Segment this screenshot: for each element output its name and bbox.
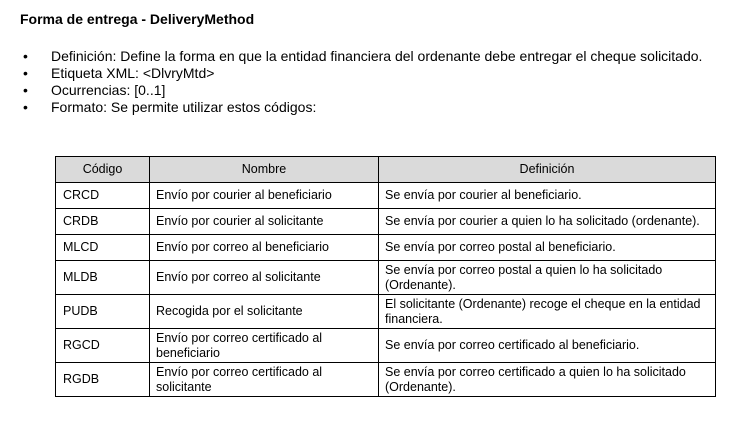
bullet-item-formato [20, 99, 728, 116]
cell-definition: El solicitante (Ordenante) recoge el cheque en la entidad financiera. [379, 295, 716, 329]
cell-code: PUDB [56, 295, 150, 329]
cell-definition: Se envía por courier al beneficiario. [379, 183, 716, 209]
cell-definition: Se envía por correo certificado al beneficiario. [379, 329, 716, 363]
bullet-text: Etiqueta XML: <DlvryMtd> [51, 65, 215, 81]
bullet-list [20, 48, 728, 116]
cell-name: Envío por courier al beneficiario [150, 183, 379, 209]
cell-code: RGDB [56, 363, 150, 397]
cell-code: CRDB [56, 209, 150, 235]
bullet-icon: • [23, 65, 28, 81]
bullet-item-ocurrencias [20, 82, 728, 99]
cell-code: CRCD [56, 183, 150, 209]
bullet-text: Definición: Define la forma en que la entidad financiera del ordenante debe entregar el cheque solicitado. [51, 48, 703, 64]
table-header-row [56, 157, 716, 183]
table-row [56, 183, 716, 209]
bullet-icon: • [23, 48, 28, 64]
cell-definition: Se envía por correo postal al beneficiario. [379, 235, 716, 261]
column-header-nombre: Nombre [150, 157, 379, 183]
cell-code: RGCD [56, 329, 150, 363]
table-row [56, 295, 716, 329]
table-row [56, 261, 716, 295]
section-title: Forma de entrega - DeliveryMethod [20, 11, 255, 27]
cell-code: MLCD [56, 235, 150, 261]
cell-definition: Se envía por courier a quien lo ha solicitado (ordenante). [379, 209, 716, 235]
cell-name: Recogida por el solicitante [150, 295, 379, 329]
bullet-item-etiqueta [20, 65, 728, 82]
cell-name: Envío por correo al solicitante [150, 261, 379, 295]
cell-name: Envío por correo al beneficiario [150, 235, 379, 261]
cell-code: MLDB [56, 261, 150, 295]
bullet-icon: • [23, 82, 28, 98]
column-header-definicion: Definición [379, 157, 716, 183]
bullet-icon: • [23, 99, 28, 115]
table-row [56, 329, 716, 363]
table-row [56, 235, 716, 261]
cell-name: Envío por correo certificado al beneficiario [150, 329, 379, 363]
cell-definition: Se envía por correo postal a quien lo ha solicitado (Ordenante). [379, 261, 716, 295]
cell-name: Envío por correo certificado al solicitante [150, 363, 379, 397]
cell-name: Envío por courier al solicitante [150, 209, 379, 235]
column-header-codigo: Código [56, 157, 150, 183]
cell-definition: Se envía por correo certificado a quien lo ha solicitado (Ordenante). [379, 363, 716, 397]
table-row [56, 209, 716, 235]
table-row [56, 363, 716, 397]
bullet-text: Formato: Se permite utilizar estos códigos: [51, 99, 317, 115]
codes-table [55, 156, 716, 397]
bullet-text: Ocurrencias: [0..1] [51, 82, 166, 98]
bullet-item-definicion [20, 48, 728, 65]
